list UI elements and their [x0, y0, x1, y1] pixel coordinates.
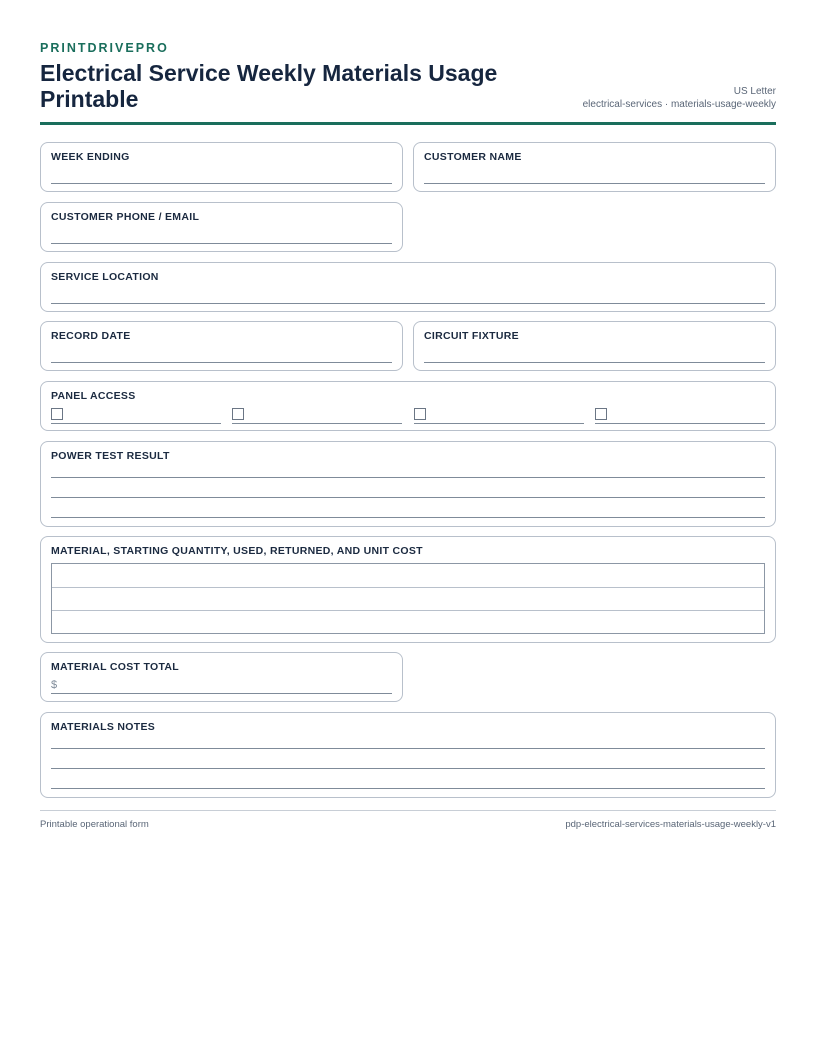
week-ending-input-line[interactable]: [51, 183, 392, 184]
power-test-line-3[interactable]: [51, 517, 765, 518]
record-date-field[interactable]: [40, 321, 403, 371]
record-date-label: RECORD DATE: [51, 330, 131, 342]
panel-access-option-3[interactable]: [414, 408, 584, 424]
customer-name-label: CUSTOMER NAME: [424, 151, 522, 163]
power-test-line-1[interactable]: [51, 477, 765, 478]
materials-table-label: MATERIAL, STARTING QUANTITY, USED, RETURNED, AND UNIT COST: [51, 545, 423, 557]
table-row-divider: [52, 587, 764, 588]
currency-symbol: $: [51, 679, 58, 691]
customer-name-field[interactable]: [413, 142, 776, 192]
form-page: [40, 40, 776, 125]
materials-notes-line-2[interactable]: [51, 768, 765, 769]
paper-size: US Letter: [733, 86, 776, 97]
customer-name-input-line[interactable]: [424, 183, 765, 184]
checkbox-icon[interactable]: [51, 408, 63, 420]
material-cost-total-field[interactable]: [40, 652, 403, 702]
footer-left: Printable operational form: [40, 819, 149, 830]
materials-notes-field[interactable]: [40, 712, 776, 798]
checkbox-icon[interactable]: [414, 408, 426, 420]
materials-notes-line-3[interactable]: [51, 788, 765, 789]
power-test-result-label: POWER TEST RESULT: [51, 450, 170, 462]
materials-notes-label: MATERIALS NOTES: [51, 721, 156, 733]
material-cost-total-input-line[interactable]: [51, 693, 392, 694]
form-meta: [583, 85, 776, 111]
checkbox-icon[interactable]: [595, 408, 607, 420]
customer-contact-input-line[interactable]: [51, 243, 392, 244]
form-footer: [40, 810, 776, 830]
circuit-fixture-label: CIRCUIT FIXTURE: [424, 330, 519, 342]
week-ending-field[interactable]: [40, 142, 403, 192]
form-slug: electrical-services · materials-usage-weekly: [582, 99, 776, 110]
customer-contact-field[interactable]: [40, 202, 403, 252]
circuit-fixture-input-line[interactable]: [424, 362, 765, 363]
materials-table: [51, 563, 765, 634]
panel-access-label: PANEL ACCESS: [51, 390, 136, 402]
panel-access-field: [40, 381, 776, 431]
power-test-result-field[interactable]: [40, 441, 776, 527]
table-row-divider: [52, 610, 764, 611]
panel-access-option-1[interactable]: [51, 408, 221, 424]
form-header: [40, 40, 776, 125]
footer-right: pdp-electrical-services-materials-usage-weekly-v1: [565, 819, 776, 830]
panel-access-options: [51, 408, 765, 424]
service-location-input-line[interactable]: [51, 303, 765, 304]
customer-contact-label: CUSTOMER PHONE / EMAIL: [51, 211, 200, 223]
page-title: Electrical Service Weekly Materials Usage Printable: [40, 60, 498, 112]
checkbox-icon[interactable]: [232, 408, 244, 420]
panel-access-option-2[interactable]: [232, 408, 402, 424]
service-location-label: SERVICE LOCATION: [51, 271, 159, 283]
record-date-input-line[interactable]: [51, 362, 392, 363]
brand-name: PRINTDRIVEPRO: [40, 41, 169, 55]
panel-access-option-4[interactable]: [595, 408, 765, 424]
materials-table-field: [40, 536, 776, 643]
power-test-line-2[interactable]: [51, 497, 765, 498]
service-location-field[interactable]: [40, 262, 776, 312]
materials-notes-line-1[interactable]: [51, 748, 765, 749]
week-ending-label: WEEK ENDING: [51, 151, 130, 163]
circuit-fixture-field[interactable]: [413, 321, 776, 371]
material-cost-total-label: MATERIAL COST TOTAL: [51, 661, 179, 673]
